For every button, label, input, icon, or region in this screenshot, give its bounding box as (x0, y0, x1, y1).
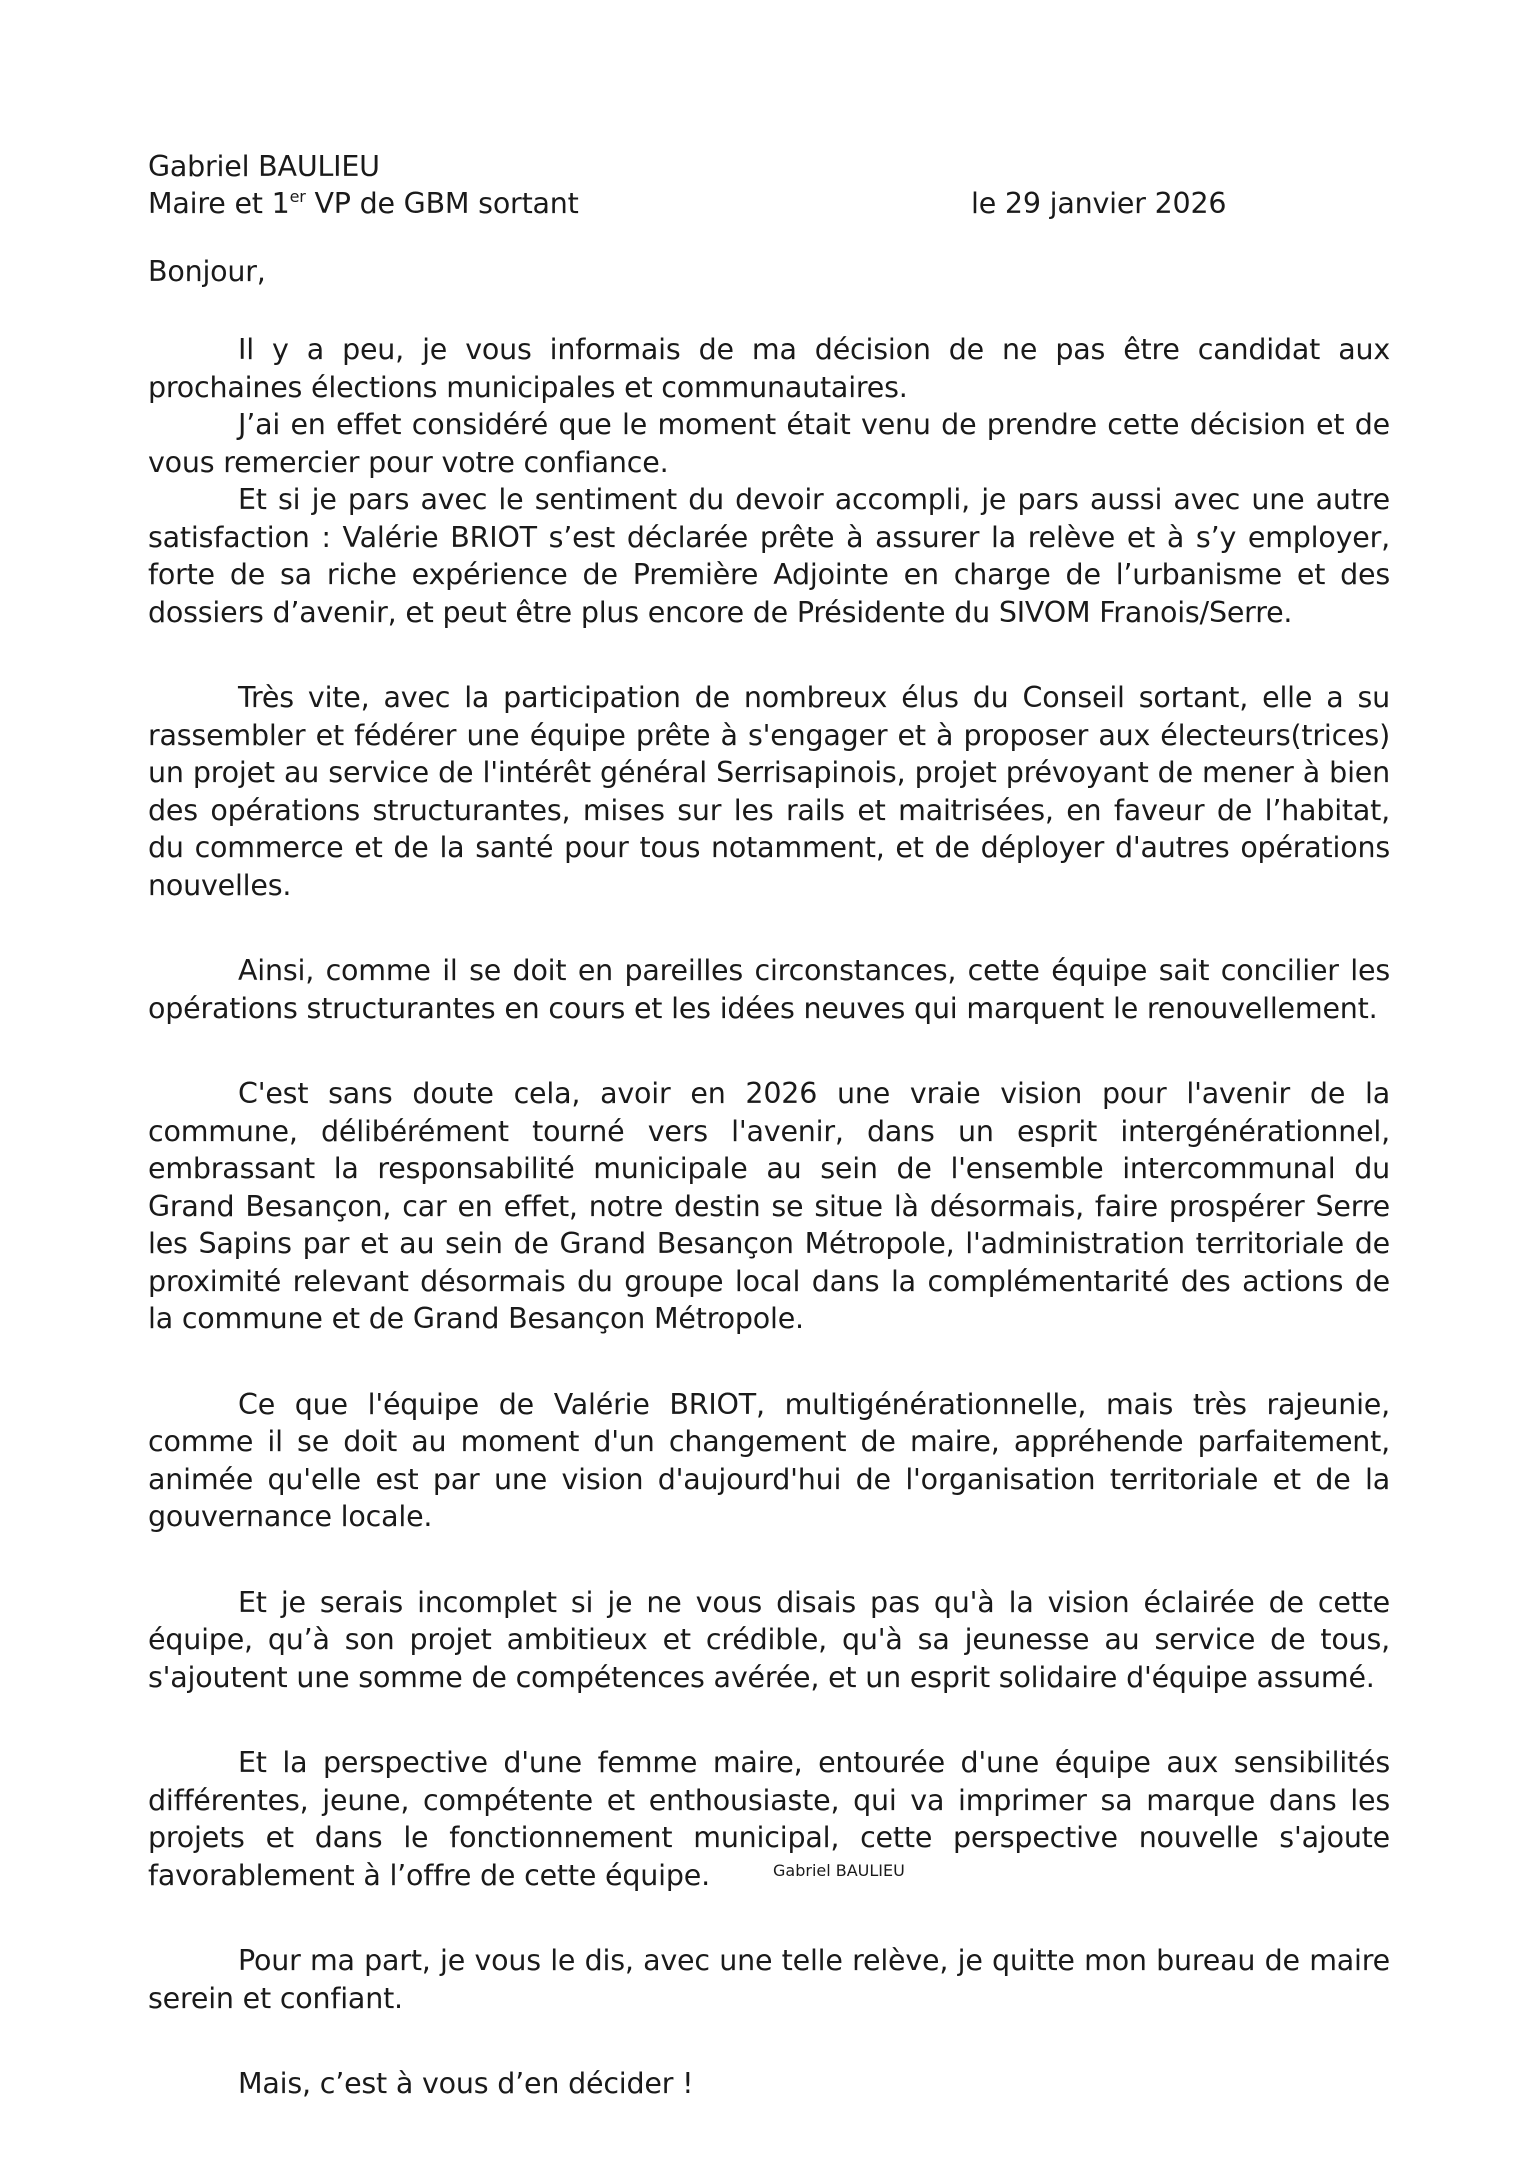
letter-date: le 29 janvier 2026 (971, 187, 1227, 220)
letter (148, 148, 1390, 2103)
paragraph-11: Mais, c’est à vous d’en décider ! (238, 2067, 694, 2100)
sender-name: Gabriel BAULIEU (148, 150, 380, 183)
sender-role-suffix: VP de GBM sortant (305, 187, 579, 220)
greeting: Bonjour, (148, 255, 266, 288)
sender-role-prefix: Maire et 1 (148, 187, 290, 220)
paragraph-9: Et la perspective d'une femme maire, entourée d'une équipe aux sensibilités différentes, jeune, compétente et enthousiaste, qui va imprimer sa marque dans les projets et dans le fonctionnement municipal, cette perspective nouvelle s'ajoute favorablement à l’offre de cette équipe. (148, 1746, 1390, 1892)
sender-role-superscript: er (289, 187, 306, 206)
sender-header-row (148, 185, 1390, 222)
paragraph-7: Ce que l'équipe de Valérie BRIOT, multigénérationnelle, mais très rajeunie, comme il se doit au moment d'un changement de maire, appréhende parfaitement, animée qu'elle est par une vision d'aujourd'hui de l'organisation territoriale et de la gouvernance locale. (148, 1387, 1390, 1533)
paragraph-1: Il y a peu, je vous informais de ma décision de ne pas être candidat aux prochaines élections municipales et communautaires. (148, 333, 1390, 404)
paragraph-10: Pour ma part, je vous le dis, avec une telle relève, je quitte mon bureau de maire serein et confiant. (148, 1944, 1390, 2015)
paragraph-2: J’ai en effet considéré que le moment était venu de prendre cette décision et de vous remercier pour votre confiance. (148, 408, 1390, 479)
paragraph-group-intro (148, 331, 1390, 631)
paragraph-6: C'est sans doute cela, avoir en 2026 une vraie vision pour l'avenir de la commune, délibérément tourné vers l'avenir, dans un esprit intergénérationnel, embrassant la responsabilité municipale au sein de l'ensemble intercommunal du Grand Besançon, car en effet, notre destin se situe là désormais, faire prospérer Serre les Sapins par et au sein de Grand Besançon Métropole, l'administration territoriale de proximité relevant désormais du groupe local dans la complémentarité des actions de la commune et de Grand Besançon Métropole. (148, 1077, 1390, 1335)
signature: Gabriel BAULIEU (773, 1861, 905, 1880)
sender-role (148, 187, 579, 220)
paragraph-8: Et je serais incomplet si je ne vous disais pas qu'à la vision éclairée de cette équipe, qu’à son projet ambitieux et crédible, qu'à sa jeunesse au service de tous, s'ajoutent une somme de compétences avérée, et un esprit solidaire d'équipe assumé. (148, 1585, 1390, 1694)
paragraph-4: Très vite, avec la participation de nombreux élus du Conseil sortant, elle a su rassembler et fédérer une équipe prête à s'engager et à proposer aux électeurs(trices) un projet au service de l'intérêt général Serrisapinois, projet prévoyant de mener à bien des opérations structurantes, mises sur les rails et maitrisées, en faveur de l’habitat, du commerce et de la santé pour tous notamment, et de déployer d'autres opérations nouvelles. (148, 681, 1390, 902)
paragraph-5: Ainsi, comme il se doit en pareilles circonstances, cette équipe sait concilier les opérations structurantes en cours et les idées neuves qui marquent le renouvellement. (148, 954, 1390, 1025)
paragraph-3: Et si je pars avec le sentiment du devoir accompli, je pars aussi avec une autre satisfaction : Valérie BRIOT s’est déclarée prête à assurer la relève et à s’y employer, forte de sa riche expérience de Première Adjointe en charge de l’urbanisme et des dossiers d’avenir, et peut être plus encore de Présidente du SIVOM Franois/Serre. (148, 483, 1390, 629)
